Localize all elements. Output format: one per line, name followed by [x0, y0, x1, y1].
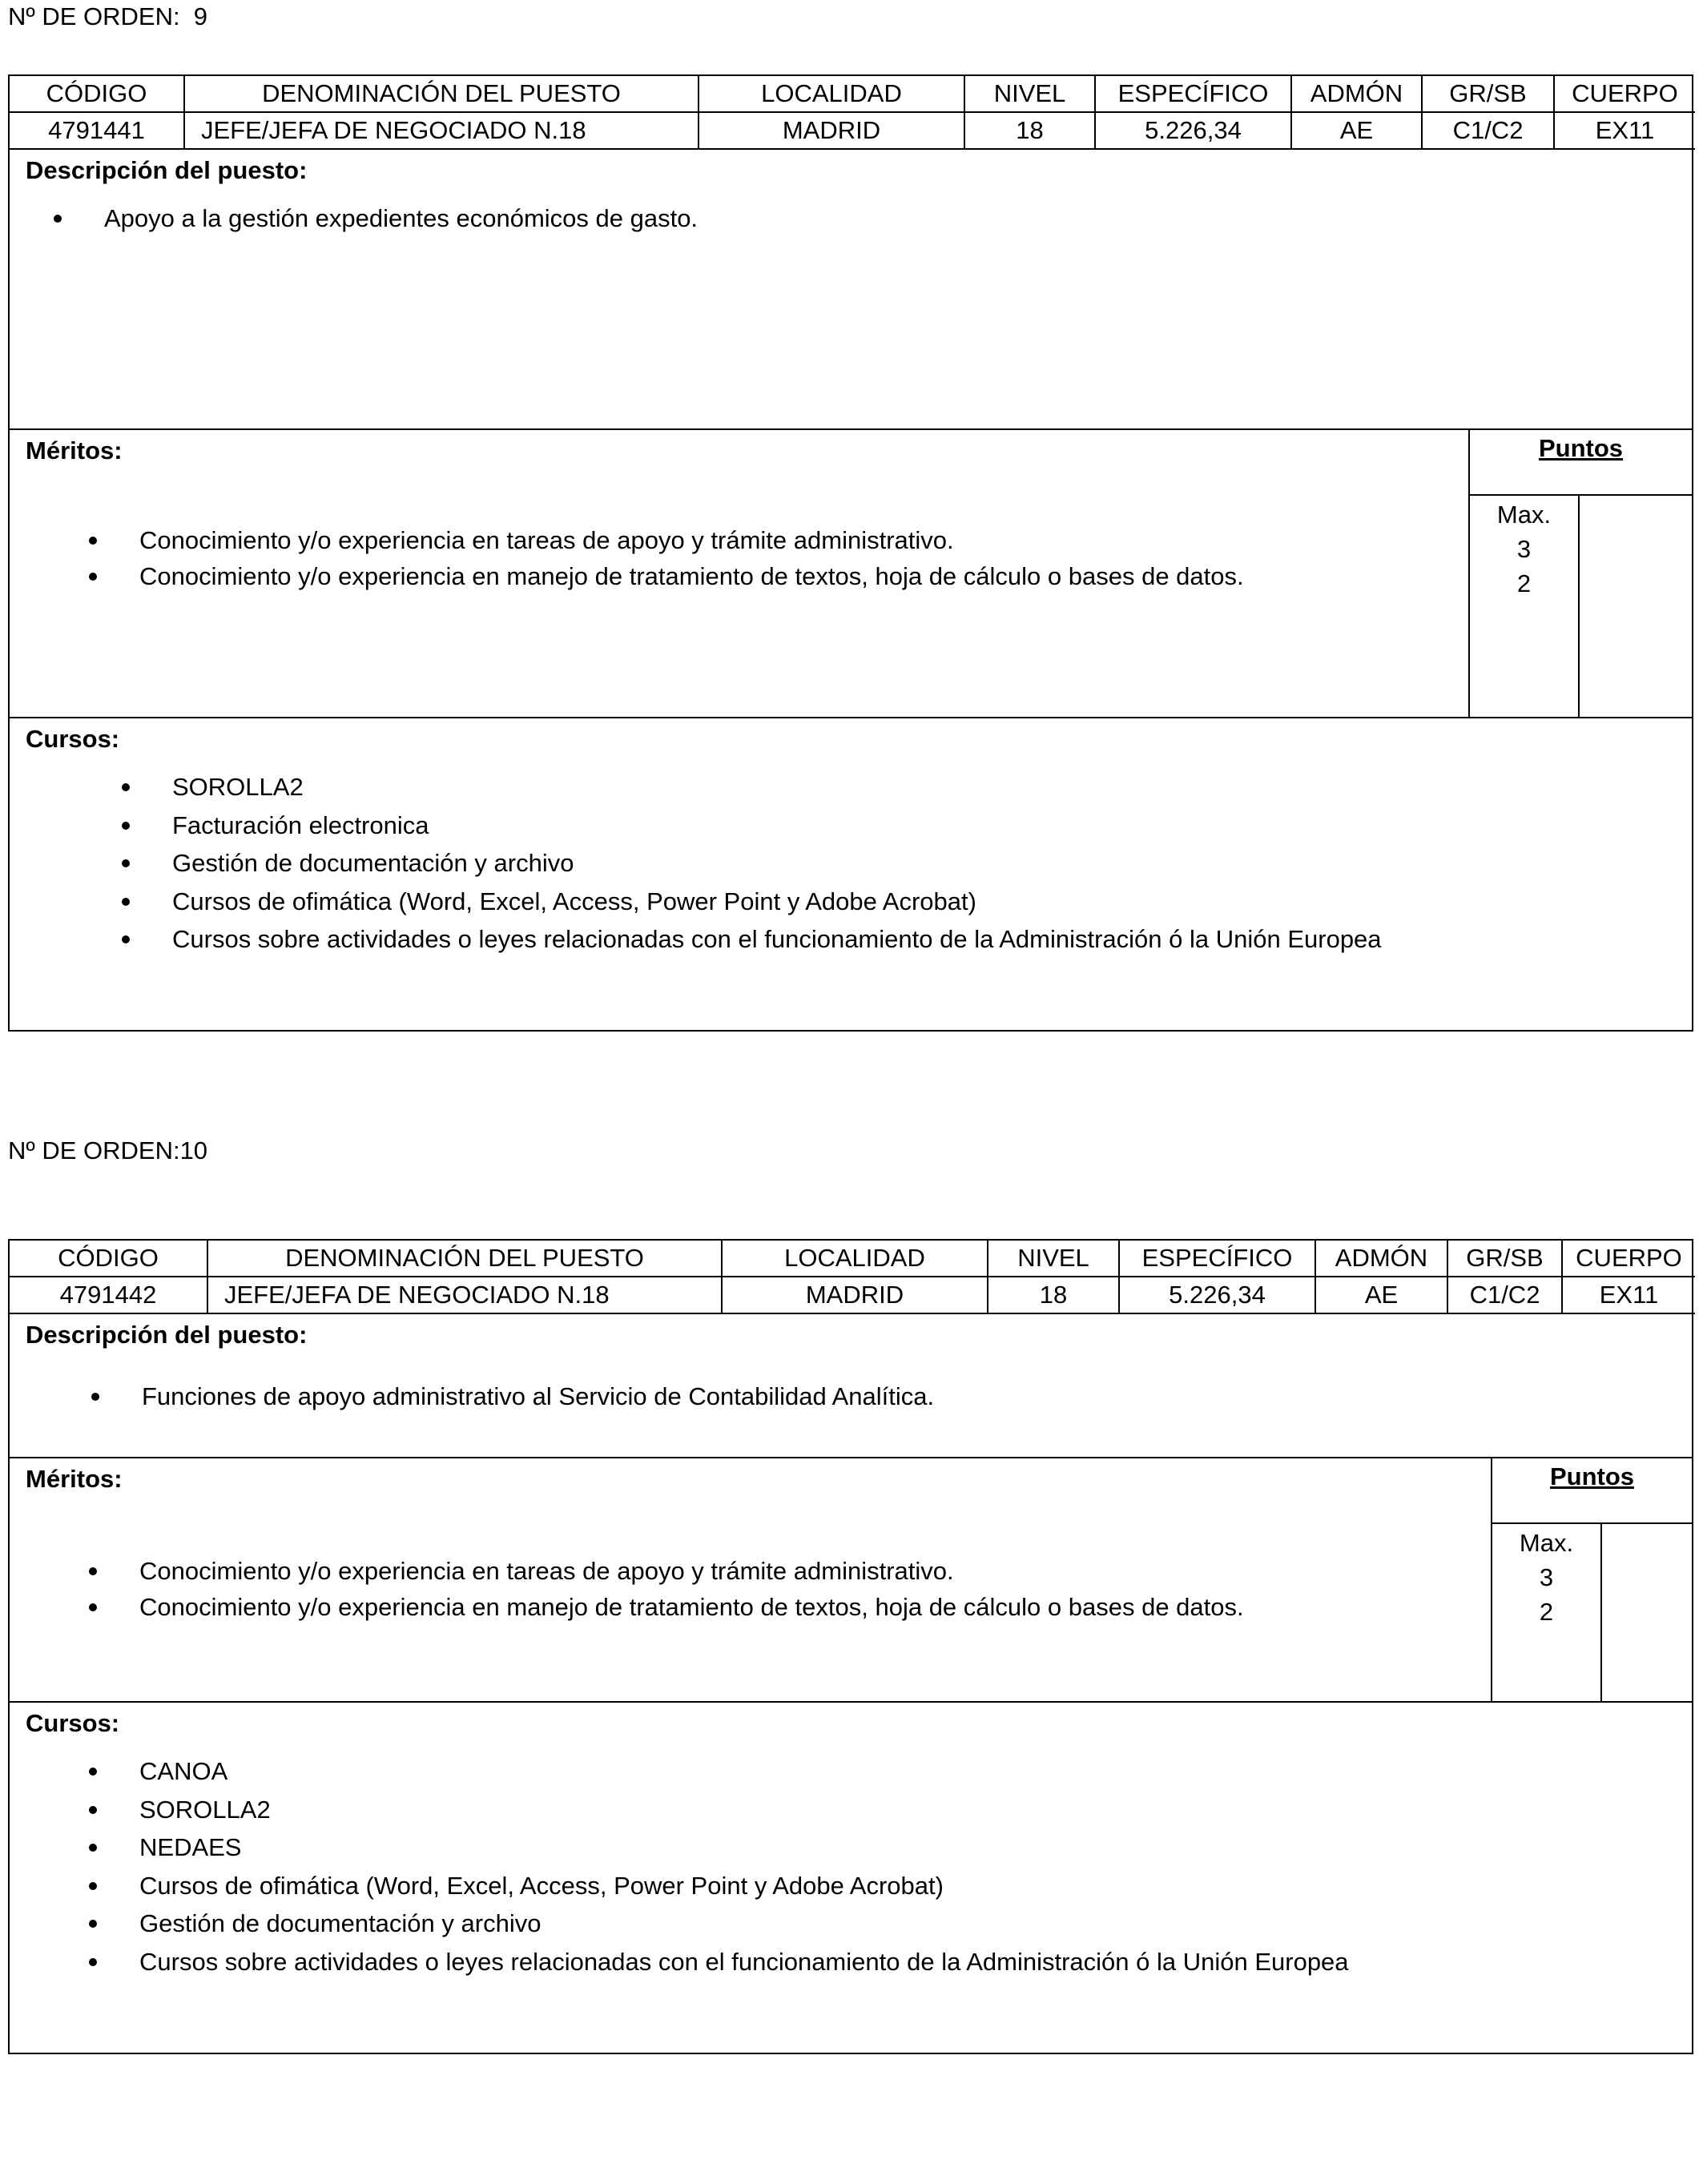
descripcion-section [10, 150, 1692, 428]
meritos-section [10, 1457, 1692, 1701]
cell-grsb: C1/C2 [1422, 112, 1554, 149]
puntos-title: Puntos [1492, 1458, 1692, 1524]
cell-admon: AE [1291, 112, 1422, 149]
list-item: SOROLLA2 [172, 768, 1382, 806]
col-header-grsb: GR/SB [1447, 1241, 1562, 1277]
puntos-panel [1491, 1458, 1692, 1701]
col-header-nivel: NIVEL [988, 1241, 1119, 1277]
list-item: NEDAES [139, 1828, 1349, 1867]
cursos-section [10, 1701, 1692, 2046]
bullet-icon [91, 1393, 99, 1401]
descripcion-list [142, 1378, 934, 1416]
table-row [10, 112, 1695, 149]
descripcion-section [10, 1314, 1692, 1457]
col-header-cuerpo: CUERPO [1554, 76, 1695, 112]
puesto-table [10, 1241, 1695, 1314]
col-header-especifico: ESPECÍFICO [1119, 1241, 1315, 1277]
col-header-especifico: ESPECÍFICO [1095, 76, 1291, 112]
table-header-row [10, 1241, 1695, 1277]
puesto-card [8, 1239, 1693, 2054]
col-header-localidad: LOCALIDAD [722, 1241, 988, 1277]
col-header-localidad: LOCALIDAD [699, 76, 964, 112]
bullet-icon [89, 1603, 97, 1611]
list-item: Funciones de apoyo administrativo al Servicio de Contabilidad Analítica. [142, 1378, 934, 1416]
bullet-icon [89, 1768, 97, 1776]
puntos-value: 3 [1539, 1563, 1554, 1591]
col-header-denominacion: DENOMINACIÓN DEL PUESTO [184, 76, 699, 112]
list-item: Apoyo a la gestión expedientes económicos de gasto. [104, 199, 698, 238]
cell-especifico: 5.226,34 [1119, 1277, 1315, 1313]
cursos-title: Cursos: [26, 1709, 120, 1737]
table-row [10, 1277, 1695, 1313]
meritos-title: Méritos: [26, 1465, 123, 1493]
cell-localidad: MADRID [699, 112, 964, 149]
puntos-value: 2 [1539, 1598, 1554, 1626]
col-header-admon: ADMÓN [1291, 76, 1422, 112]
puntos-panel [1468, 430, 1692, 717]
col-header-grsb: GR/SB [1422, 76, 1554, 112]
bullet-icon [89, 1844, 97, 1852]
list-item: Gestión de documentación y archivo [172, 844, 1382, 883]
cursos-list [139, 1752, 1349, 1981]
list-item: Gestión de documentación y archivo [139, 1904, 1349, 1943]
cursos-title: Cursos: [26, 725, 120, 753]
col-header-admon: ADMÓN [1315, 1241, 1447, 1277]
bullet-icon [89, 573, 97, 581]
cell-codigo: 4791441 [10, 112, 184, 149]
cursos-list [172, 768, 1382, 959]
puntos-value: 2 [1516, 569, 1532, 597]
puntos-value: 3 [1516, 535, 1532, 563]
bullet-icon [89, 1920, 97, 1928]
col-header-codigo: CÓDIGO [10, 1241, 207, 1277]
list-item: CANOA [139, 1752, 1349, 1791]
list-item: Conocimiento y/o experiencia en tareas de apoyo y trámite administrativo. [139, 1552, 1244, 1591]
bullet-icon [122, 898, 130, 906]
list-item: Cursos sobre actividades o leyes relacionadas con el funcionamiento de la Administración ó la Unión Europea [172, 920, 1382, 959]
meritos-section [10, 428, 1692, 717]
list-item: Conocimiento y/o experiencia en manejo de tratamiento de textos, hoja de cálculo o bases de datos. [139, 1588, 1244, 1627]
cell-grsb: C1/C2 [1447, 1277, 1562, 1313]
puntos-values-column [1492, 1524, 1602, 1701]
col-header-nivel: NIVEL [964, 76, 1095, 112]
bullet-icon [89, 1806, 97, 1814]
list-item: Cursos de ofimática (Word, Excel, Access, Power Point y Adobe Acrobat) [172, 883, 1382, 921]
descripcion-title: Descripción del puesto: [26, 1321, 308, 1349]
cell-admon: AE [1315, 1277, 1447, 1313]
bullet-icon [122, 935, 130, 943]
bullet-icon [89, 1882, 97, 1890]
bullet-icon [122, 822, 130, 830]
bullet-icon [89, 1958, 97, 1966]
cell-codigo: 4791442 [10, 1277, 207, 1313]
puntos-title: Puntos [1470, 430, 1692, 496]
table-header-row [10, 76, 1695, 112]
descripcion-title: Descripción del puesto: [26, 156, 308, 184]
bullet-icon [54, 215, 62, 223]
col-header-cuerpo: CUERPO [1562, 1241, 1695, 1277]
cursos-section [10, 717, 1692, 1028]
puesto-table [10, 76, 1695, 150]
cell-cuerpo: EX11 [1554, 112, 1695, 149]
meritos-title: Méritos: [26, 436, 123, 465]
list-item: Cursos de ofimática (Word, Excel, Access, Power Point y Adobe Acrobat) [139, 1867, 1349, 1905]
cell-denominacion: JEFE/JEFA DE NEGOCIADO N.18 [184, 112, 699, 149]
cell-denominacion: JEFE/JEFA DE NEGOCIADO N.18 [207, 1277, 722, 1313]
list-item: Conocimiento y/o experiencia en manejo de tratamiento de textos, hoja de cálculo o bases de datos. [139, 557, 1244, 596]
cell-nivel: 18 [964, 112, 1095, 149]
list-item: SOROLLA2 [139, 1791, 1349, 1829]
col-header-denominacion: DENOMINACIÓN DEL PUESTO [207, 1241, 722, 1277]
orden-number-label: Nº DE ORDEN:10 [8, 1136, 208, 1164]
bullet-icon [122, 859, 130, 867]
bullet-icon [122, 783, 130, 791]
bullet-icon [89, 537, 97, 545]
cell-nivel: 18 [988, 1277, 1119, 1313]
cell-especifico: 5.226,34 [1095, 112, 1291, 149]
puesto-card [8, 74, 1693, 1032]
puntos-values-column [1470, 496, 1580, 717]
cell-cuerpo: EX11 [1562, 1277, 1695, 1313]
bullet-icon [89, 1567, 97, 1575]
cell-localidad: MADRID [722, 1277, 988, 1313]
meritos-list [139, 521, 1244, 595]
orden-number-label: Nº DE ORDEN: 9 [8, 2, 208, 30]
col-header-codigo: CÓDIGO [10, 76, 184, 112]
descripcion-list [104, 199, 698, 238]
list-item: Facturación electronica [172, 806, 1382, 845]
list-item: Conocimiento y/o experiencia en tareas de apoyo y trámite administrativo. [139, 521, 1244, 560]
puntos-max-label: Max. [1519, 1529, 1574, 1557]
puntos-max-label: Max. [1496, 501, 1552, 529]
meritos-list [139, 1552, 1244, 1626]
list-item: Cursos sobre actividades o leyes relacionadas con el funcionamiento de la Administración ó la Unión Europea [139, 1943, 1349, 1981]
